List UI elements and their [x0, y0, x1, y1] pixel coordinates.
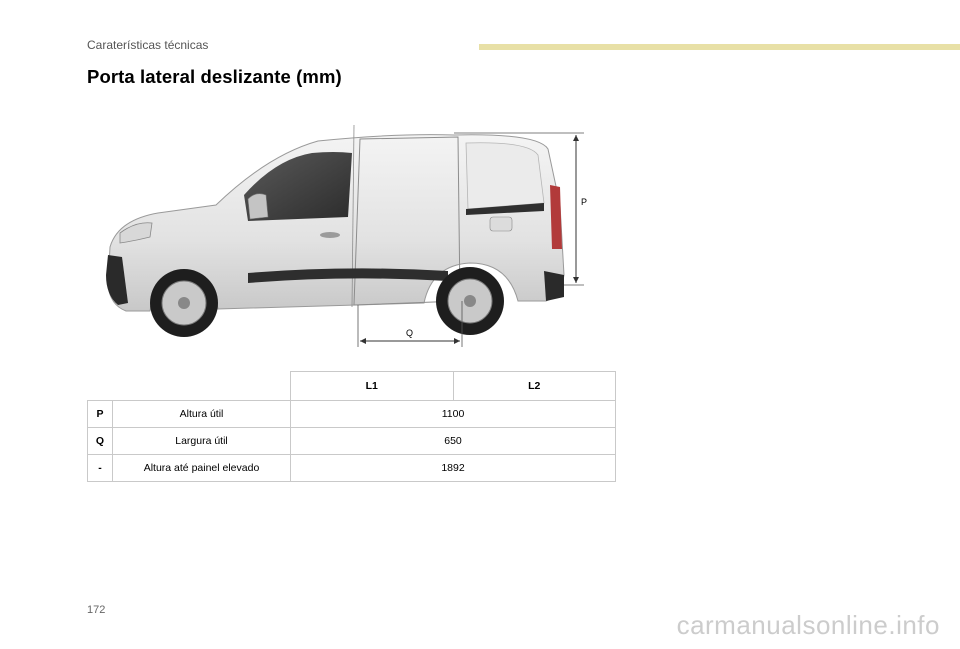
page-number: 172	[87, 604, 106, 616]
row-value: 1892	[291, 455, 616, 482]
watermark: carmanualsonline.info	[676, 610, 940, 640]
row-label: Largura útil	[113, 428, 291, 455]
fuel-cap	[490, 217, 512, 231]
van-side-illustration	[98, 125, 598, 355]
section-label: Caraterísticas técnicas	[87, 38, 209, 52]
door-handle	[320, 232, 340, 238]
rear-wheel	[436, 267, 504, 335]
row-value: 1100	[291, 401, 616, 428]
rear-panel	[466, 143, 544, 209]
spec-table	[87, 371, 616, 482]
row-value: 650	[291, 428, 616, 455]
row-code: Q	[88, 428, 113, 455]
side-mirror	[248, 194, 268, 219]
tail-light	[550, 185, 562, 249]
column-header-l1: L1	[291, 372, 454, 401]
page-title: Porta lateral deslizante (mm)	[87, 66, 342, 87]
row-label: Altura até painel elevado	[113, 455, 291, 482]
header-bar	[479, 44, 960, 50]
table-row	[88, 401, 616, 428]
row-code: P	[88, 401, 113, 428]
table-row	[88, 428, 616, 455]
row-label: Altura útil	[113, 401, 291, 428]
table-row	[88, 455, 616, 482]
dimension-q-label: Q	[406, 328, 414, 338]
table-header-row	[88, 372, 616, 401]
row-code: -	[88, 455, 113, 482]
front-wheel	[150, 269, 218, 337]
column-header-l2: L2	[453, 372, 616, 401]
rear-bumper	[544, 271, 564, 301]
dimension-p-label: P	[581, 197, 588, 207]
